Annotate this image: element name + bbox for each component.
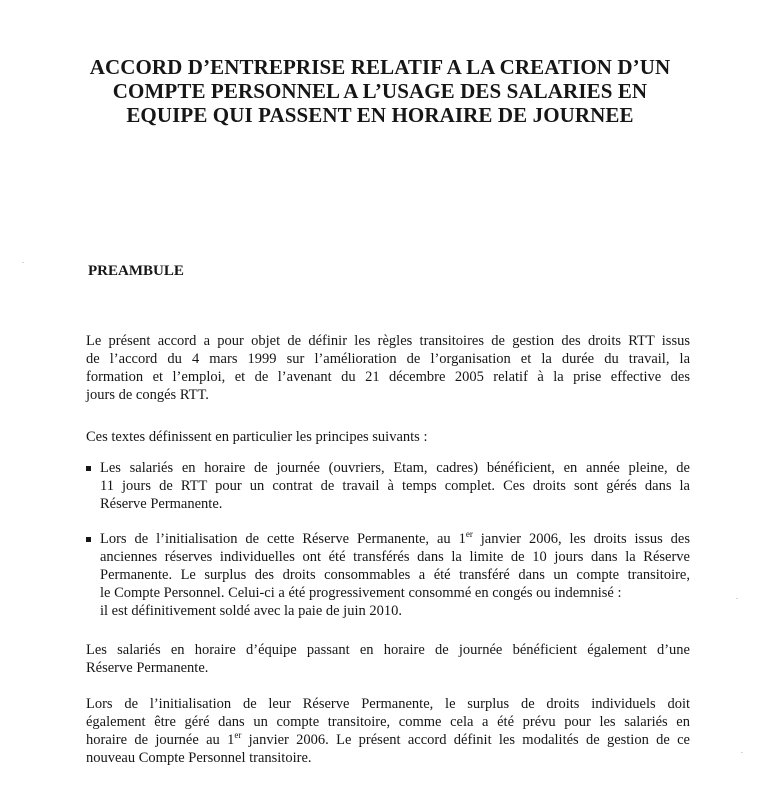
- paragraph-line: Réserve Permanente.: [86, 660, 209, 676]
- bullet-marker: [86, 537, 91, 542]
- scan-speck: [741, 752, 743, 753]
- title-line-2: COMPTE PERSONNEL A L’USAGE DES SALARIES EN: [112, 79, 648, 103]
- paragraph-line: Les salariés en horaire d’équipe passant en horaire de journée bénéficient également d’une: [86, 642, 690, 658]
- bullet-line: le Compte Personnel. Celui-ci a été progressivement consommé en congés ou indemnisé :: [100, 585, 622, 601]
- bullet-line: il est définitivement soldé avec la paie de juin 2010.: [100, 603, 402, 619]
- paragraph-line: également être géré dans un compte transitoire, comme cela a été prévu pour les salariés en: [86, 714, 690, 730]
- paragraph-line: formation et l’emploi, et de l’avenant du 21 décembre 2005 relatif à la prise effective des: [86, 369, 690, 385]
- bullet-item-1: [86, 459, 690, 513]
- bullet-line: anciennes réserves individuelles ont été transférés dans la limite de 10 jours dans la Réserve: [100, 549, 690, 565]
- bullet-line: Permanente. Le surplus des droits consommables a été transféré dans un compte transitoire,: [100, 567, 690, 583]
- bullet-line: Réserve Permanente.: [100, 496, 223, 512]
- bullet-item-2: [86, 530, 690, 620]
- paragraph-personal-account: [86, 695, 690, 767]
- title-line-1: ACCORD D’ENTREPRISE RELATIF A LA CREATION D’UN: [89, 55, 671, 79]
- paragraph-line: de l’accord du 4 mars 1999 sur l’amélioration de l’organisation et la durée du travail, la: [86, 351, 690, 367]
- paragraph-line: nouveau Compte Personnel transitoire.: [86, 750, 312, 766]
- paragraph-principles-intro: [86, 428, 690, 446]
- paragraph-team-staff: [86, 641, 690, 677]
- section-heading: PREAMBULE: [88, 263, 184, 279]
- paragraph-line: horaire de journée au 1er janvier 2006. Le présent accord définit les modalités de gestion de ce: [86, 730, 690, 748]
- scan-speck: [22, 262, 24, 263]
- bullet-line: Les salariés en horaire de journée (ouvriers, Etam, cadres) bénéficient, en année pleine, de: [100, 460, 690, 476]
- paragraph-line: Lors de l’initialisation de leur Réserve Permanente, le surplus de droits individuels doit: [86, 696, 690, 712]
- paragraph-line: jours de congés RTT.: [86, 387, 209, 403]
- bullet-marker: [86, 466, 91, 471]
- paragraph-line: Ces textes définissent en particulier les principes suivants :: [86, 429, 428, 445]
- paragraph-line: Le présent accord a pour objet de définir les règles transitoires de gestion des droits RTT issus: [86, 333, 690, 349]
- title-line-3: EQUIPE QUI PASSENT EN HORAIRE DE JOURNEE: [126, 103, 634, 127]
- paragraph-intro: [86, 332, 690, 404]
- bullet-line: 11 jours de RTT pour un contrat de travail à temps complet. Ces droits sont gérés dans la: [100, 478, 690, 494]
- bullet-line: Lors de l’initialisation de cette Réserve Permanente, au 1er janvier 2006, les droits issus des: [100, 529, 690, 547]
- scan-speck: [736, 598, 738, 599]
- document-title: [40, 55, 720, 127]
